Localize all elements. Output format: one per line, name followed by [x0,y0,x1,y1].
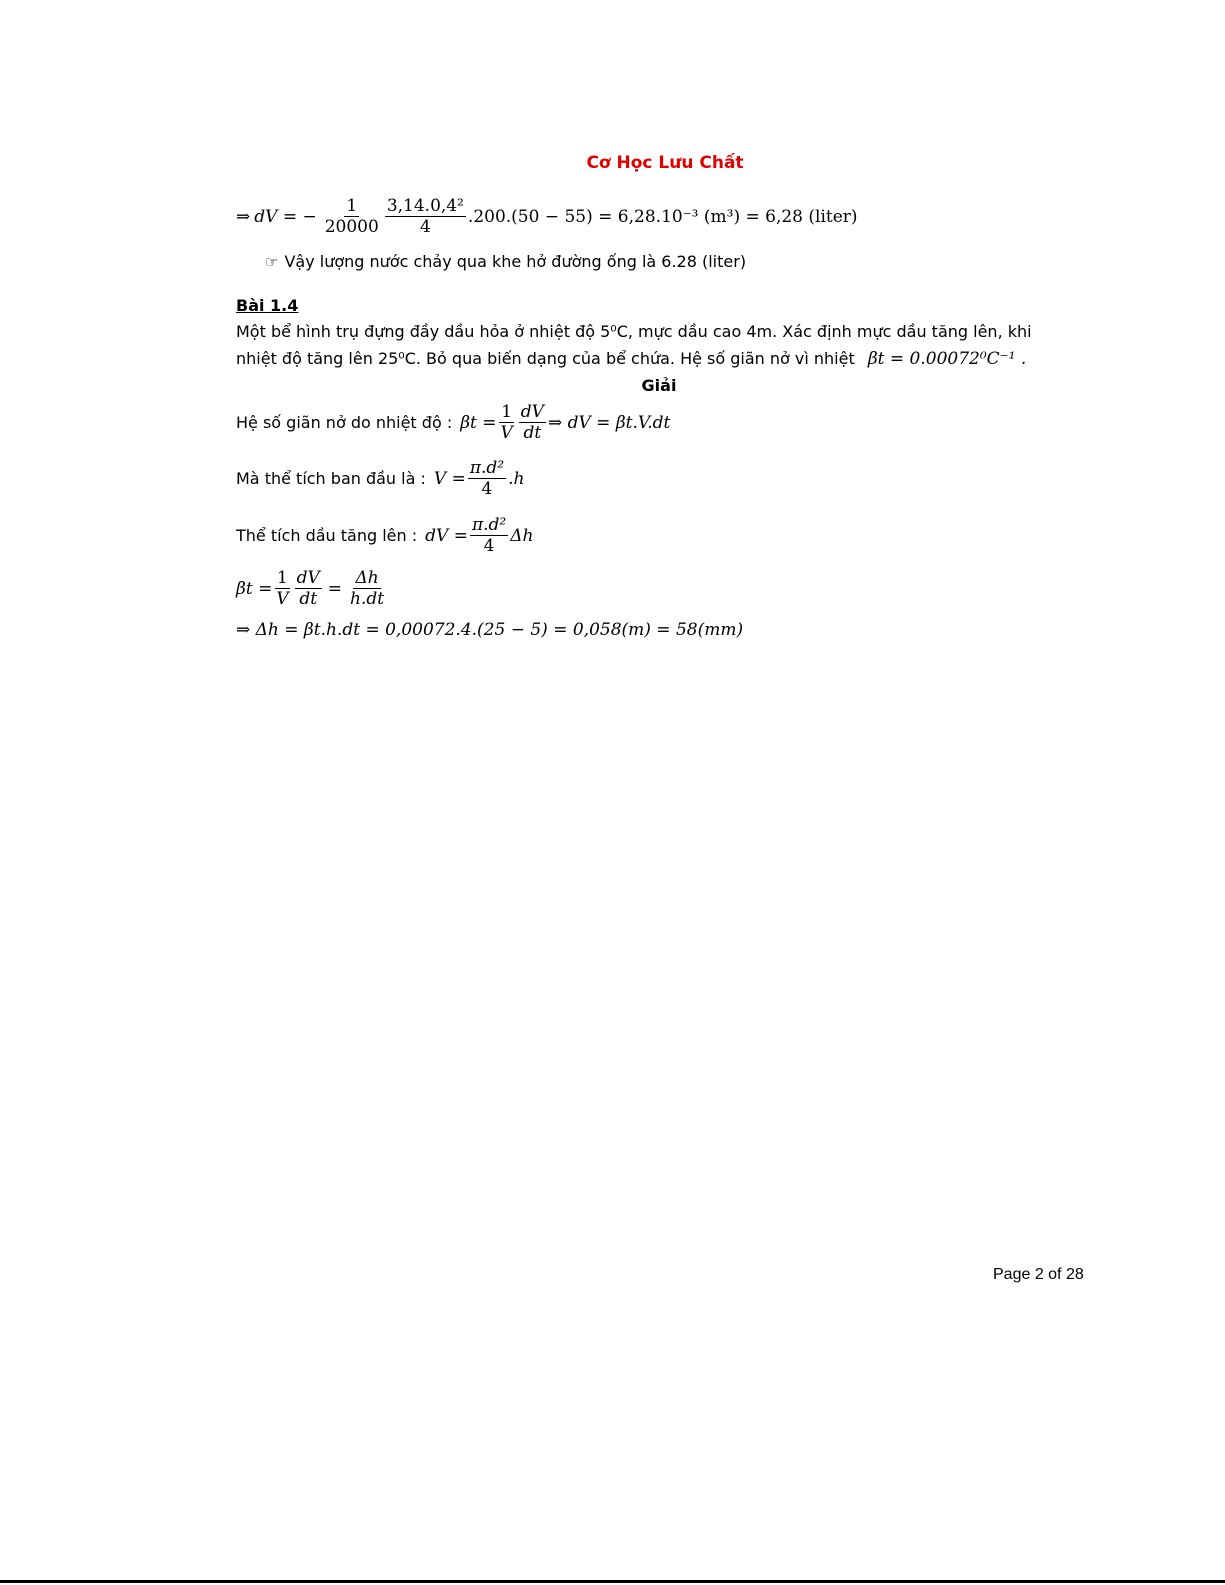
step-4 [236,568,388,609]
page-number: Page 2 of 28 [993,1266,1084,1283]
step-5-result [236,620,743,640]
beta-value: βt = 0.00072⁰C⁻¹ . [867,349,1027,369]
fraction-denominator: dt [523,423,542,443]
problem-title-text: Bài 1.4 [236,296,299,315]
step-2-label: Mà thể tích ban đầu là : [236,469,426,488]
conclusion-line [265,248,746,276]
fraction-denominator: 4 [419,217,431,237]
fraction-dV-over-dt [519,402,546,443]
step-3-lhs: dV = [425,525,468,546]
step-4-lhs: βt = [236,578,273,599]
fraction-numerator: π.d² [469,458,505,478]
equals-symbol: = [327,578,343,599]
page-header-title: Cơ Học Lưu Chất [586,153,744,173]
fraction-1-over-V [499,402,515,443]
fraction-pi-d2-over-4 [470,515,508,556]
fraction-1-over-V [274,568,290,609]
hand-pointer-icon: ☞ [265,253,279,271]
equation-rest: .200.(50 − 55) = 6,28.10⁻³ (m³) = 6,28 (liter) [467,206,858,227]
step-1-rhs: ⇒ dV = βt.V.dt [547,412,671,433]
fraction-denominator: h.dt [350,589,385,609]
fraction-numerator: dV [296,568,320,588]
equation-dv-result [236,196,858,237]
solution-heading: Giải [641,376,677,395]
implies-symbol: ⇒ [236,206,251,227]
step-5-text: ⇒ Δh = βt.h.dt = 0,00072.4.(25 − 5) = 0,058(m) = 58(mm) [236,620,744,640]
step-1-lhs: βt = [460,412,497,433]
fraction-numerator: 1 [346,196,358,216]
fraction-one-over-20000 [323,196,381,237]
step-2-rhs: .h [508,468,525,489]
fraction-numerator: dV [520,402,544,422]
fraction-dV-over-dt [295,568,322,609]
fraction-denominator: 20000 [324,217,379,237]
step-3-label: Thể tích dầu tăng lên : [236,526,418,545]
fraction-numerator: 1 [277,568,288,588]
conclusion-text: Vậy lượng nước chảy qua khe hở đường ống là 6.28 (liter) [284,252,747,271]
fraction-numerator: Δh [355,568,379,588]
fraction-numerator: 3,14.0,4² [386,196,464,216]
step-3-rhs: Δh [510,525,534,546]
fraction-area [385,196,466,237]
fraction-pi-d2-over-4 [468,458,506,499]
problem-line-2-text: nhiệt độ tăng lên 25⁰C. Bỏ qua biến dạng của bể chứa. Hệ số giãn nở vì nhiệt [236,349,855,368]
page-bottom-rule [0,1580,1225,1583]
fraction-denominator: V [276,589,289,609]
fraction-dh-over-h-dt [348,568,386,609]
step-2-lhs: V = [433,468,466,489]
problem-line-1: Một bể hình trụ đựng đầy dầu hỏa ở nhiệt độ 5⁰C, mực dầu cao 4m. Xác định mực dầu tăng lên, khi [236,322,1032,341]
equation-lhs: dV = − [254,206,317,227]
step-3 [236,515,533,556]
problem-line-2 [236,345,1026,373]
fraction-numerator: π.d² [471,515,507,535]
step-1-label: Hệ số giãn nở do nhiệt độ : [236,413,453,432]
fraction-denominator: V [500,423,513,443]
step-2 [236,458,524,499]
fraction-numerator: 1 [501,402,513,422]
fraction-denominator: 4 [481,479,493,499]
fraction-denominator: 4 [483,536,495,556]
fraction-denominator: dt [299,589,318,609]
step-1 [236,402,670,443]
